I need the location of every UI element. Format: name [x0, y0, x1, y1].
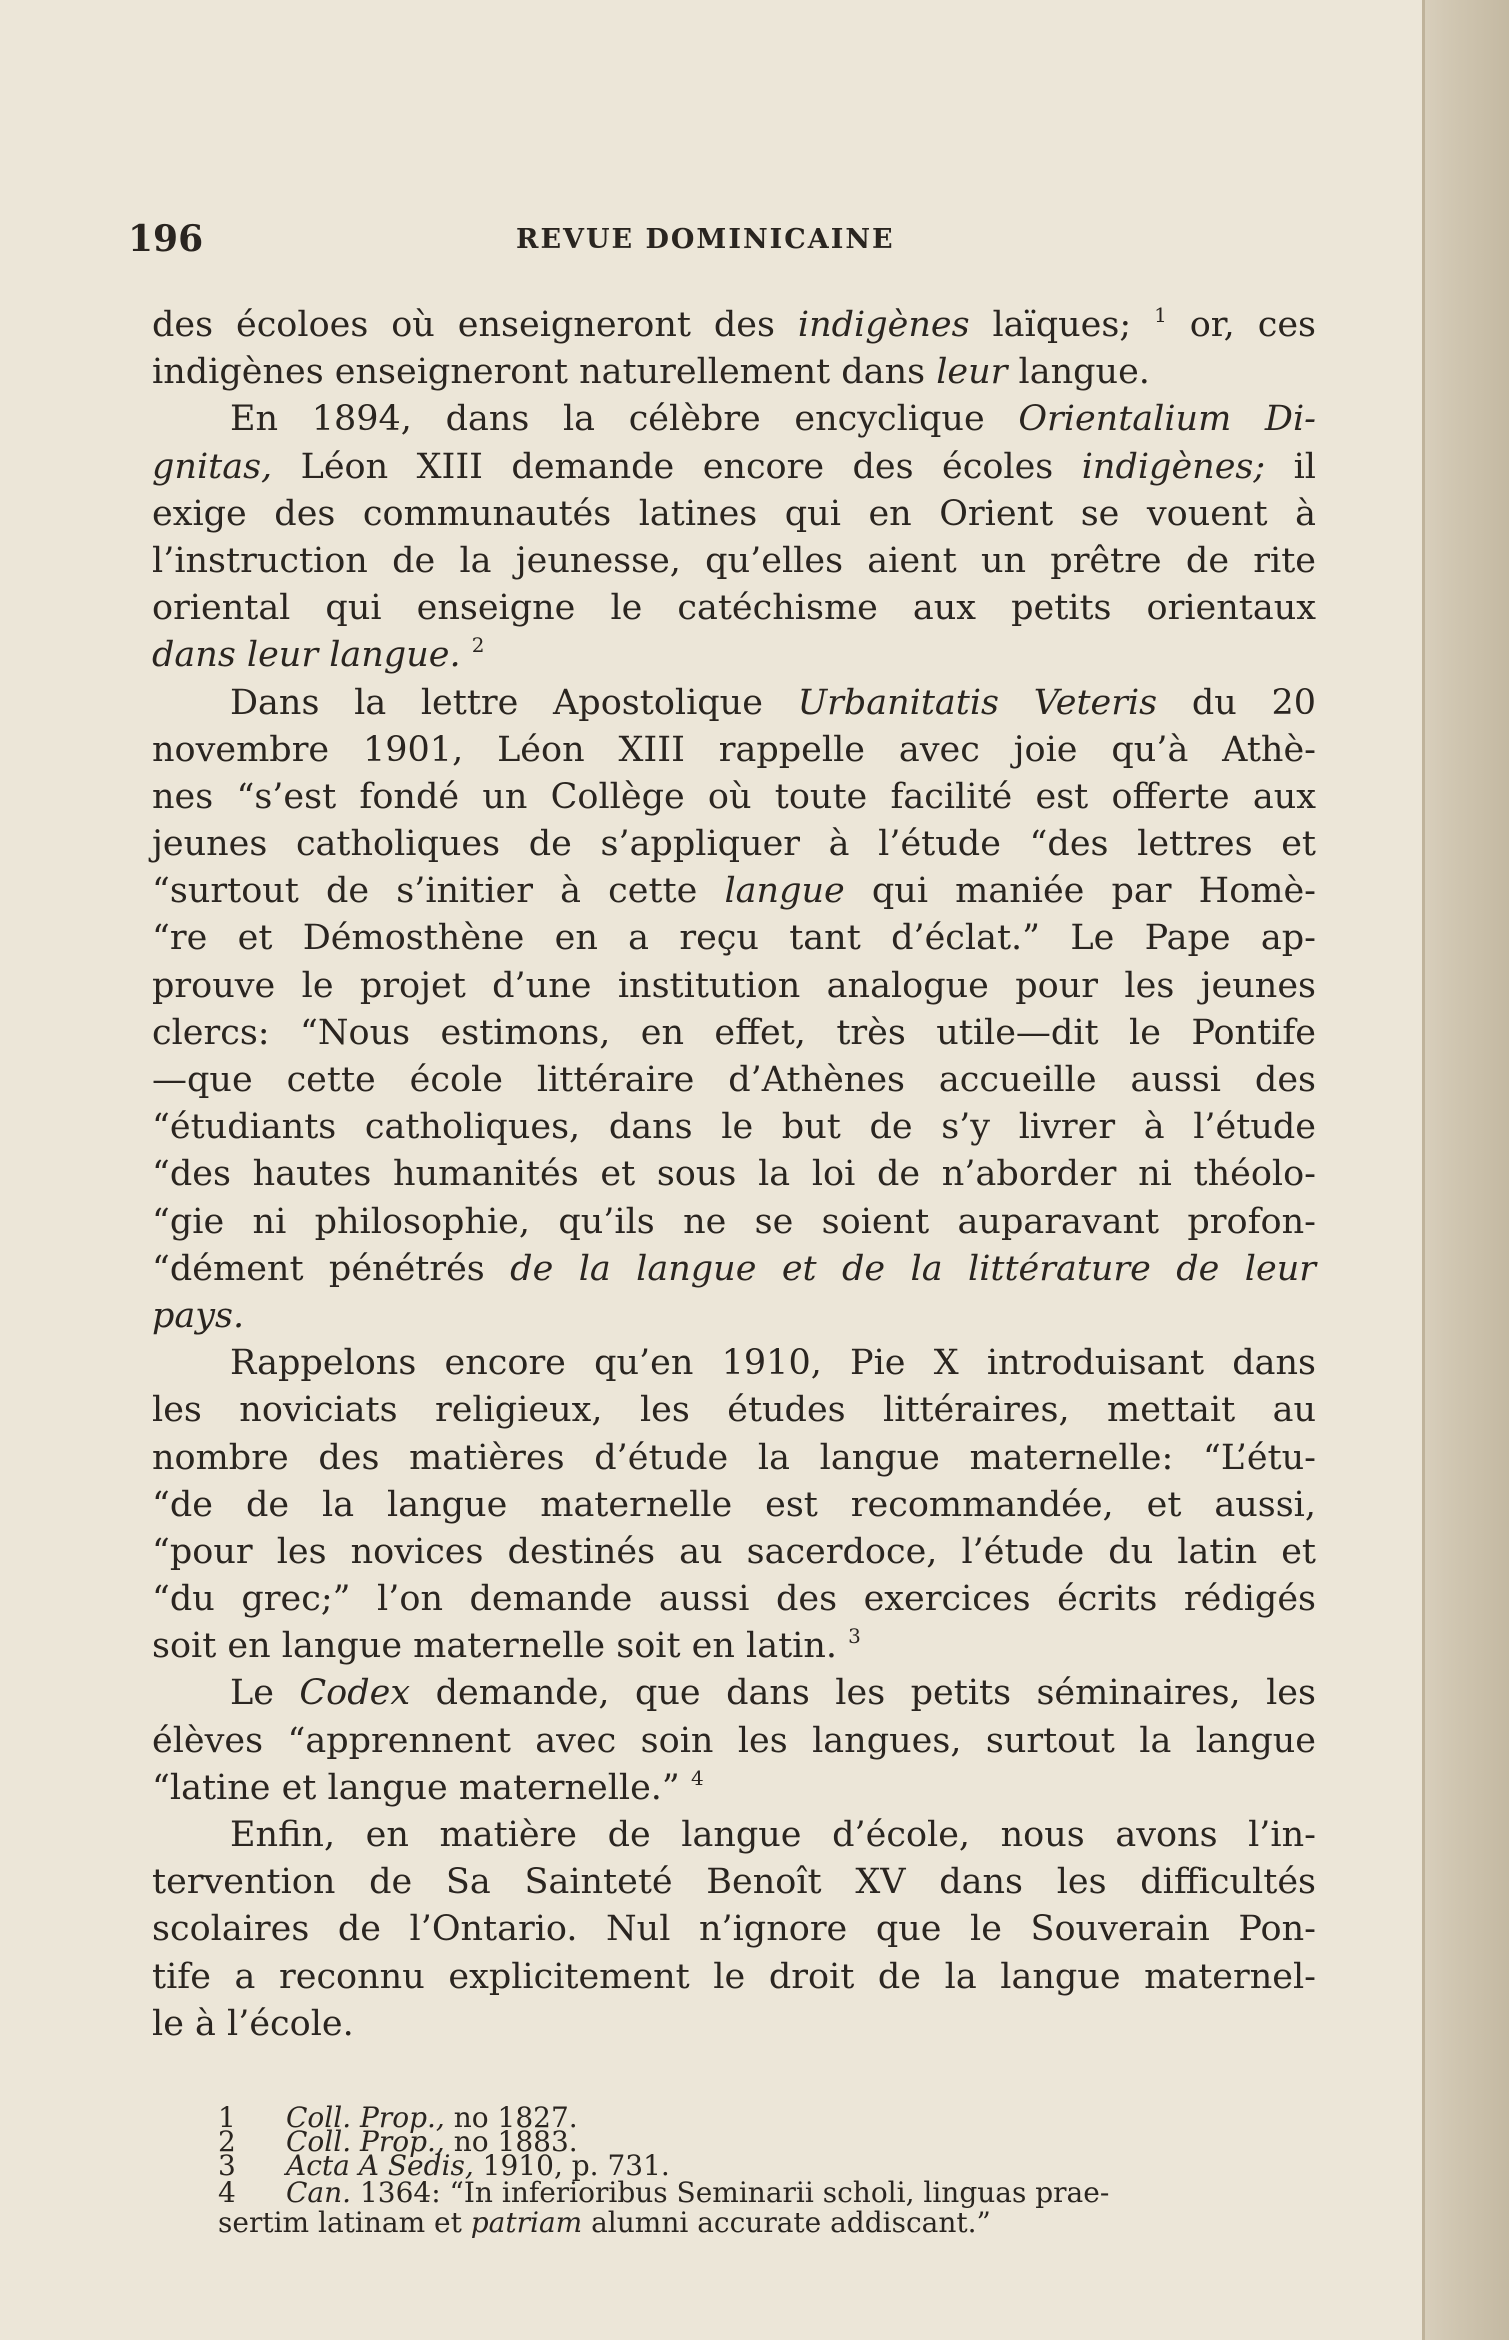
text-line	[152, 1387, 1316, 1434]
text-segment: langue.	[1007, 352, 1150, 393]
footnote-reference: 1	[1154, 303, 1167, 327]
text-segment: il	[1265, 446, 1316, 487]
text-segment: de la langue et de la littérature de leur	[510, 1248, 1316, 1289]
text-segment: —que cette école littéraire d’Athènes accueille aussi des	[152, 1060, 1316, 1100]
text-line	[152, 1104, 1316, 1151]
text-line	[152, 538, 1316, 585]
text-segment: jeunes catholiques de s’appliquer à l’étude “des lettres et	[152, 824, 1316, 865]
text-segment: indigènes	[797, 305, 970, 345]
text-segment: nombre des matières d’étude la langue maternelle: “L’étu-	[152, 1437, 1316, 1478]
text-line	[152, 632, 1316, 679]
text-line	[152, 774, 1316, 821]
text-line	[152, 302, 1316, 349]
page-edge-line	[1422, 0, 1425, 2340]
text-segment: tife a reconnu explicitement le droit de la langue maternel-	[152, 1956, 1316, 1997]
text-segment	[461, 635, 472, 675]
text-line	[152, 1151, 1316, 1198]
text-segment: “pour les novices destinés au sacerdoce, l’étude du latin et	[152, 1531, 1316, 1572]
footnote	[218, 2149, 1328, 2182]
text-line	[152, 1293, 1316, 1340]
text-segment: le à l’école.	[152, 2003, 354, 2044]
text-segment: sertim latinam et	[218, 2206, 471, 2239]
text-segment: oriental qui enseigne le catéchisme aux petits orientaux	[152, 588, 1316, 629]
text-segment: “gie ni philosophie, qu’ils ne se soient auparavant profon-	[152, 1201, 1316, 1242]
footnote-number: 3	[218, 2149, 236, 2182]
text-segment: “étudiants catholiques, dans le but de s’y livrer à l’étude	[152, 1107, 1316, 1148]
text-segment: langue	[724, 871, 845, 912]
text-segment: indigènes;	[1081, 446, 1266, 487]
text-segment: novembre 1901, Léon XIII rappelle avec joie qu’à Athè-	[152, 729, 1316, 770]
text-line	[152, 1954, 1316, 2001]
footnote-reference: 4	[690, 1765, 704, 1790]
text-segment: scolaires de l’Ontario. Nul n’ignore que le Souverain Pon-	[152, 1909, 1316, 1950]
text-line	[152, 1010, 1316, 1057]
text-segment: “des hautes humanités et sous la loi de n’aborder ni théolo-	[152, 1154, 1316, 1195]
footnote	[218, 2208, 1328, 2238]
text-segment: Codex	[299, 1673, 411, 1714]
text-segment: “dément pénétrés	[152, 1248, 511, 1289]
text-segment: des écoloes où enseigneront des	[152, 305, 798, 345]
page-header	[128, 218, 1328, 268]
text-line	[152, 491, 1316, 538]
text-segment: les noviciats religieux, les études littéraires, mettait au	[152, 1390, 1316, 1431]
text-segment: Urbanitatis Veteris	[797, 682, 1158, 723]
text-line	[152, 2001, 1316, 2048]
footnote-number: 2	[218, 2125, 236, 2158]
text-line	[152, 1435, 1316, 1482]
body-text	[152, 302, 1316, 2048]
text-line	[152, 1718, 1316, 1765]
text-line	[152, 1812, 1316, 1859]
page-number: 196	[128, 218, 204, 260]
text-line	[152, 1623, 1316, 1670]
text-segment: “latine et langue maternelle.”	[152, 1767, 691, 1808]
text-segment: 1364: “In inferioribus Seminarii scholi, linguas prae-	[351, 2176, 1110, 2209]
text-line	[152, 727, 1316, 774]
text-line	[152, 1859, 1316, 1906]
text-line	[152, 1199, 1316, 1246]
text-line	[152, 349, 1316, 396]
footnote-number: 1	[218, 2101, 236, 2134]
text-segment: soit en langue maternelle soit en latin.	[152, 1626, 849, 1667]
text-segment: l’instruction de la jeunesse, qu’elles aient un prêtre de rite	[152, 540, 1316, 581]
text-line	[152, 1340, 1316, 1387]
footnotes	[218, 2101, 1328, 2239]
text-segment: Dans la lettre Apostolique	[230, 682, 798, 723]
text-segment: clercs: “Nous estimons, en effet, très utile—dit le Pontife	[152, 1012, 1316, 1053]
page-edge	[1422, 0, 1509, 2340]
text-line	[152, 396, 1316, 443]
text-line	[152, 585, 1316, 632]
text-segment: no 1827.	[444, 2101, 578, 2134]
text-line	[152, 915, 1316, 962]
text-line	[152, 680, 1316, 727]
text-line	[152, 1482, 1316, 1529]
text-line	[152, 821, 1316, 868]
text-segment: patriam	[470, 2206, 583, 2239]
text-segment: “du grec;” l’on demande aussi des exercices écrits rédigés	[152, 1579, 1316, 1620]
text-line	[152, 963, 1316, 1010]
text-line	[152, 444, 1316, 491]
text-segment: indigènes enseigneront naturellement dans	[152, 352, 937, 393]
text-segment: “re et Démosthène en a reçu tant d’éclat.” Le Pape ap-	[152, 918, 1316, 959]
text-segment: 1910, p. 731.	[473, 2149, 670, 2182]
text-segment: gnitas,	[152, 446, 273, 487]
text-segment: Enfin, en matière de langue d’école, nous avons l’in-	[230, 1815, 1316, 1855]
text-line	[152, 1765, 1316, 1812]
text-segment: demande, que dans les petits séminaires, les	[410, 1673, 1316, 1714]
text-segment: du 20	[1157, 682, 1316, 723]
text-segment: Orientalium Di-	[1018, 399, 1316, 440]
footnote-number: 4	[218, 2176, 236, 2209]
text-line	[152, 868, 1316, 915]
text-segment: En 1894, dans la célèbre encyclique	[230, 399, 1019, 440]
text-segment: tervention de Sa Sainteté Benoît XV dans les difficultés	[152, 1862, 1316, 1903]
text-segment: pays.	[152, 1295, 245, 1336]
text-segment: alumni accurate addiscant.”	[582, 2206, 991, 2239]
running-title: REVUE DOMINICAINE	[516, 224, 895, 255]
text-segment: “surtout de s’initier à cette	[152, 871, 725, 912]
text-segment: nes “s’est fondé un Collège où toute facilité est offerte aux	[152, 776, 1316, 817]
text-line	[152, 1057, 1316, 1104]
text-segment: Coll. Prop.,	[286, 2125, 445, 2158]
text-segment: or, ces	[1166, 305, 1316, 345]
footnote	[218, 2178, 1328, 2208]
footnote-reference: 2	[471, 633, 485, 658]
text-segment: laïques;	[969, 305, 1155, 345]
text-line	[152, 1670, 1316, 1717]
text-segment: exige des communautés latines qui en Orient se vouent à	[152, 493, 1316, 534]
text-segment: élèves “apprennent avec soin les langues, surtout la langue	[152, 1720, 1316, 1761]
text-segment: Acta A Sedis,	[286, 2149, 474, 2182]
text-segment: Le	[230, 1673, 300, 1714]
text-segment: leur	[936, 352, 1008, 393]
text-segment: no 1883.	[444, 2125, 578, 2158]
text-segment: Coll. Prop.,	[286, 2101, 445, 2134]
text-segment: “de de la langue maternelle est recommandée, et aussi,	[152, 1484, 1316, 1525]
text-segment: Can.	[286, 2176, 352, 2209]
text-segment: qui maniée par Homè-	[844, 871, 1317, 912]
text-segment: dans leur langue.	[152, 635, 461, 676]
text-line	[152, 1529, 1316, 1576]
text-segment: prouve le projet d’une institution analogue pour les jeunes	[152, 965, 1316, 1006]
text-line	[152, 1246, 1316, 1293]
footnote-reference: 3	[848, 1624, 861, 1649]
text-segment: Léon XIII demande encore des écoles	[272, 446, 1082, 487]
text-line	[152, 1906, 1316, 1953]
text-line	[152, 1576, 1316, 1623]
text-segment: Rappelons encore qu’en 1910, Pie X introduisant dans	[230, 1343, 1316, 1384]
